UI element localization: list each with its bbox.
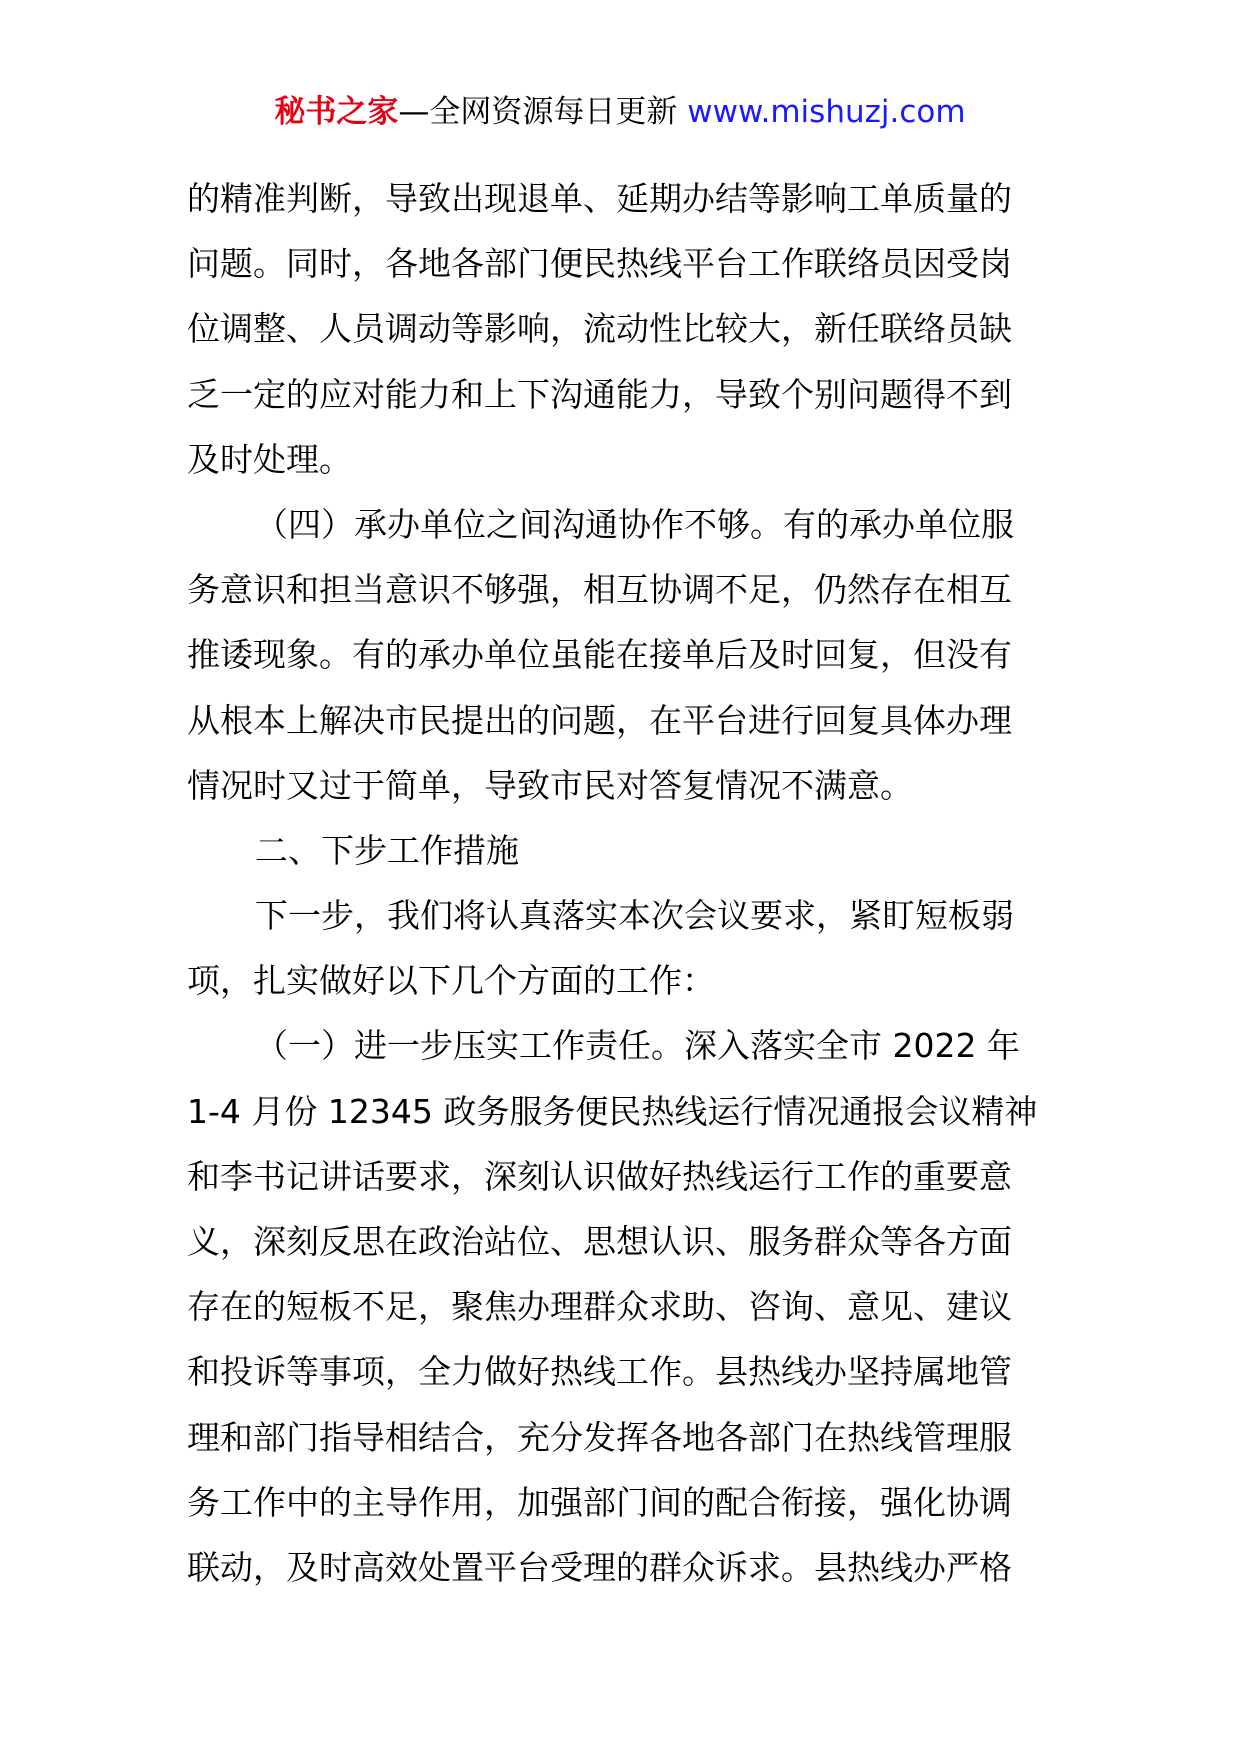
paragraph-line: （一）进一步压实工作责任。深入落实全市 2022 年 xyxy=(255,1026,1020,1066)
paragraph-line: 存在的短板不足，聚焦办理群众求助、咨询、意见、建议 xyxy=(187,1287,1012,1327)
paragraph-line: （四）承办单位之间沟通协作不够。有的承办单位服 xyxy=(255,504,1014,544)
paragraph-line: 推诿现象。有的承办单位虽能在接单后及时回复，但没有 xyxy=(187,635,1012,675)
paragraph-line: 务工作中的主导作用，加强部门间的配合衔接，强化协调 xyxy=(187,1482,1012,1522)
paragraph-line: 务意识和担当意识不够强，相互协调不足，仍然存在相互 xyxy=(187,570,1012,610)
paragraph-line: 理和部门指导相结合，充分发挥各地各部门在热线管理服 xyxy=(187,1417,1012,1457)
paragraph-line: 项，扎实做好以下几个方面的工作： xyxy=(187,961,715,1001)
site-url-link[interactable]: www.mishuzj.com xyxy=(687,94,966,130)
paragraph-line: 位调整、人员调动等影响，流动性比较大，新任联络员缺 xyxy=(187,309,1012,349)
brand-name: 秘书之家 xyxy=(274,94,399,130)
paragraph-line: 乏一定的应对能力和上下沟通能力，导致个别问题得不到 xyxy=(187,374,1012,414)
paragraph-line: 1-4 月份 12345 政务服务便民热线运行情况通报会议精神 xyxy=(187,1091,1038,1131)
paragraph-line: 情况时又过于简单，导致市民对答复情况不满意。 xyxy=(187,765,913,805)
paragraph-line: 从根本上解决市民提出的问题，在平台进行回复具体办理 xyxy=(187,700,1012,740)
paragraph-line: 和投诉等事项，全力做好热线工作。县热线办坚持属地管 xyxy=(187,1352,1012,1392)
section-heading: 二、下步工作措施 xyxy=(255,830,519,870)
document-body xyxy=(187,166,1067,1600)
paragraph-line: 及时处理。 xyxy=(187,439,352,479)
paragraph-line: 和李书记讲话要求，深刻认识做好热线运行工作的重要意 xyxy=(187,1156,1012,1196)
paragraph-line: 的精准判断，导致出现退单、延期办结等影响工单质量的 xyxy=(187,179,1012,218)
paragraph-line: 义，深刻反思在政治站位、思想认识、服务群众等各方面 xyxy=(187,1222,1012,1261)
paragraph-line: 问题。同时，各地各部门便民热线平台工作联络员因受岗 xyxy=(187,244,1012,284)
header-tagline: —全网资源每日更新 xyxy=(398,94,678,130)
page-header xyxy=(0,92,1240,132)
paragraph-line: 下一步，我们将认真落实本次会议要求，紧盯短板弱 xyxy=(255,896,1014,936)
paragraph-line: 联动，及时高效处置平台受理的群众诉求。县热线办严格 xyxy=(187,1547,1012,1587)
